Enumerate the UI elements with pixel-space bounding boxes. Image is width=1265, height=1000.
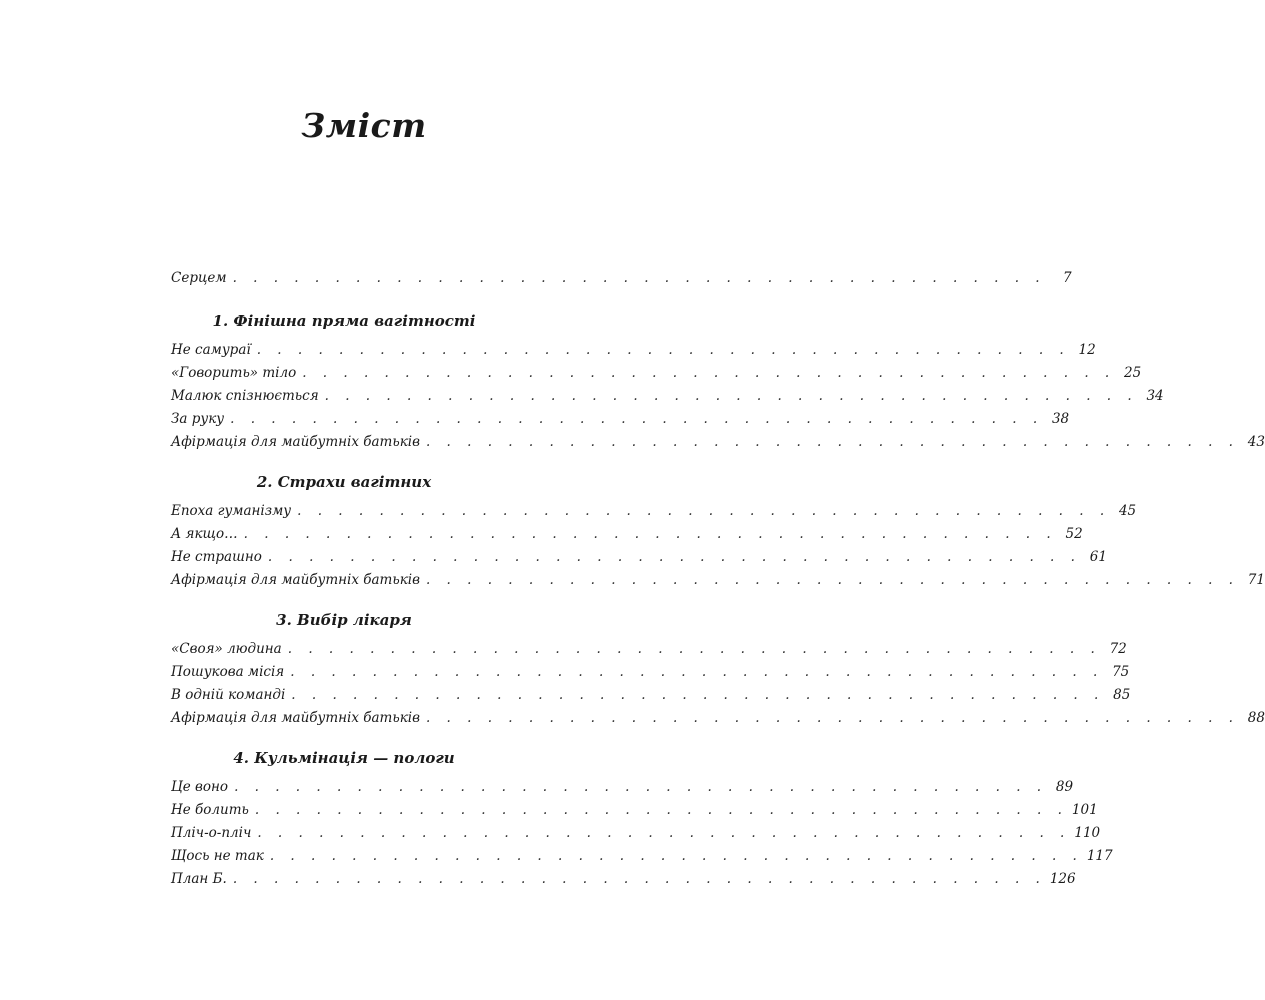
toc-entry-label: «Своя» людина [171, 641, 282, 657]
dot-leader: . . . . . . . . . . . . . . . . . . . . . . . . . . . . . . . . . . . . . . . . [291, 687, 1105, 703]
toc-entry-page: 117 [1086, 848, 1113, 864]
dot-leader: . . . . . . . . . . . . . . . . . . . . . . . . . . . . . . . . . . . . . . . . [230, 411, 1044, 427]
toc-entry-page: 25 [1124, 365, 1142, 381]
toc-entry-label: В одній команді [171, 687, 286, 703]
toc-entry-label: Пліч-о-пліч [171, 825, 252, 841]
dot-leader: . . . . . . . . . . . . . . . . . . . . . . . . . . . . . . . . . . . . . . . . [269, 848, 1083, 864]
toc-entry-page: 12 [1078, 342, 1096, 358]
toc-entry-label: «Говорить» тіло [171, 365, 297, 381]
dot-leader: . . . . . . . . . . . . . . . . . . . . . . . . . . . . . . . . . . . . . . . . [243, 526, 1057, 542]
dot-leader: . . . . . . . . . . . . . . . . . . . . . . . . . . . . . . . . . . . . . . . . [257, 825, 1071, 841]
dot-leader: . . . . . . . . . . . . . . . . . . . . . . . . . . . . . . . . . . . . . . . . [297, 503, 1111, 519]
dot-leader: . . . . . . . . . . . . . . . . . . . . . . . . . . . . . . . . . . . . . . . . [287, 641, 1101, 657]
dot-leader: . . . . . . . . . . . . . . . . . . . . . . . . . . . . . . . . . . . . . . . . [302, 365, 1116, 381]
toc-entry-label: План Б. [171, 871, 227, 887]
section-heading: 3. Вибір лікаря [276, 611, 412, 629]
toc-entry [171, 848, 1113, 871]
dot-leader: . . . . . . . . . . . . . . . . . . . . . . . . . . . . . . . . . . . . . . . . [267, 549, 1081, 565]
dot-leader: . . . . . . . . . . . . . . . . . . . . . . . . . . . . . . . . . . . . . . . . [256, 342, 1070, 358]
toc-entry-label: Пошукова місія [171, 664, 285, 680]
toc-sections [171, 310, 1265, 894]
toc-entry [171, 710, 1265, 733]
toc-entry [171, 549, 1107, 572]
toc-entry [171, 687, 1131, 710]
toc-entry-page: 34 [1146, 388, 1164, 404]
toc-entry-page: 52 [1065, 526, 1083, 542]
toc-entry-intro [171, 270, 1072, 296]
toc-entry-label: Щось не так [171, 848, 264, 864]
toc-entry-label: За руку [171, 411, 225, 427]
page-title: Зміст [301, 106, 427, 146]
section-heading: 1. Фінішна пряма вагітності [212, 312, 476, 330]
dot-leader: . . . . . . . . . . . . . . . . . . . . . . . . . . . . . . . . . . . . . . . . [254, 802, 1068, 818]
toc-entry-label: Не болить [171, 802, 249, 818]
toc-entry-page: 126 [1049, 871, 1076, 887]
toc-entry [171, 365, 1142, 388]
toc-entry [171, 641, 1127, 664]
toc-entry-page: 72 [1109, 641, 1127, 657]
toc-entry-label: Епоха гуманізму [171, 503, 292, 519]
toc-entry-label: Серцем [171, 270, 227, 286]
dot-leader: . . . . . . . . . . . . . . . . . . . . . . . . . . . . . . . . . . . . . . . . [425, 572, 1239, 588]
toc-entry-page: 61 [1089, 549, 1107, 565]
dot-leader: . . . . . . . . . . . . . . . . . . . . . . . . . . . . . . . . . . . . . . . . [232, 270, 1046, 286]
toc-entry [171, 871, 1076, 894]
dot-leader: . . . . . . . . . . . . . . . . . . . . . . . . . . . . . . . . . . . . . . . . [234, 779, 1048, 795]
toc-entry-page: 89 [1055, 779, 1074, 795]
toc-entry [171, 411, 1070, 434]
toc-entry-page: 75 [1112, 664, 1130, 680]
dot-leader: . . . . . . . . . . . . . . . . . . . . . . . . . . . . . . . . . . . . . . . . [232, 871, 1046, 887]
toc-entry [171, 779, 1074, 802]
section-heading: 4. Кульмінація — пологи [233, 749, 455, 767]
toc-entry-label: Афірмація для майбутніх батьків [171, 434, 420, 450]
toc-entry-page: 71 [1247, 572, 1265, 588]
table-of-contents [171, 270, 1265, 894]
toc-entry [171, 572, 1265, 595]
toc-entry-label: Афірмація для майбутніх батьків [171, 572, 420, 588]
toc-entry-label: Не самураї [171, 342, 251, 358]
toc-entry-label: Афірмація для майбутніх батьків [171, 710, 420, 726]
toc-entry-page: 43 [1247, 434, 1265, 450]
toc-entry-label: А якщо… [171, 526, 238, 542]
toc-entry-page: 101 [1071, 802, 1098, 818]
toc-entry [171, 825, 1101, 848]
dot-leader: . . . . . . . . . . . . . . . . . . . . . . . . . . . . . . . . . . . . . . . . [324, 388, 1138, 404]
dot-leader: . . . . . . . . . . . . . . . . . . . . . . . . . . . . . . . . . . . . . . . . [425, 710, 1239, 726]
toc-entry [171, 802, 1098, 825]
toc-entry [171, 434, 1265, 457]
toc-entry-page: 110 [1074, 825, 1101, 841]
toc-entry-page: 88 [1247, 710, 1265, 726]
toc-entry-page: 38 [1051, 411, 1070, 427]
toc-entry-page: 7 [1062, 270, 1072, 286]
toc-entry [171, 664, 1130, 687]
toc-entry-label: Малюк спізнюється [171, 388, 319, 404]
toc-entry [171, 526, 1083, 549]
toc-entry-label: Це воно [171, 779, 229, 795]
toc-entry [171, 388, 1164, 411]
toc-entry [171, 503, 1137, 526]
dot-leader: . . . . . . . . . . . . . . . . . . . . . . . . . . . . . . . . . . . . . . . . [290, 664, 1104, 680]
toc-entry-page: 85 [1113, 687, 1131, 703]
dot-leader: . . . . . . . . . . . . . . . . . . . . . . . . . . . . . . . . . . . . . . . . [425, 434, 1239, 450]
toc-entry-page: 45 [1118, 503, 1137, 519]
toc-entry-label: Не страшно [171, 549, 262, 565]
toc-entry [171, 342, 1096, 365]
section-heading: 2. Страхи вагітних [256, 473, 432, 491]
